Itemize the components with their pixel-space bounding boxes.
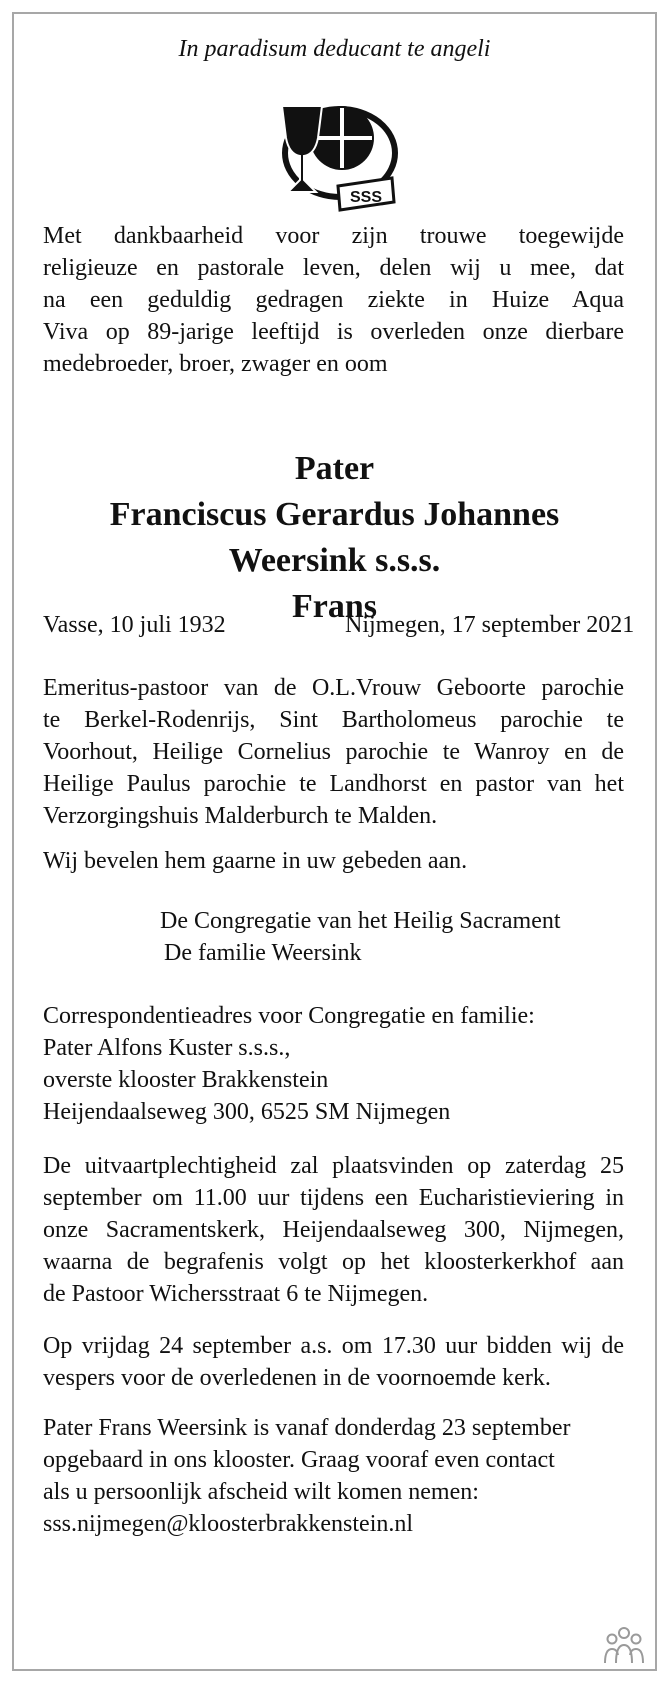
intro-line: na een geduldig gedragen ziekte in Huize Aqua: [43, 287, 624, 313]
viewing-line: opgebaard in ons klooster. Graag vooraf even contact: [43, 1447, 555, 1473]
intro-line: Met dankbaarheid voor zijn trouwe toegewijde: [43, 223, 624, 249]
viewing-line: als u persoonlijk afscheid wilt komen nemen:: [43, 1479, 479, 1505]
address-line: overste klooster Brakkenstein: [43, 1067, 329, 1093]
name-family: Weersink s.s.s.: [228, 542, 441, 579]
vespers-line: vespers voor de overledenen in de voornoemde kerk.: [43, 1365, 551, 1391]
career-line: Voorhout, Heilige Cornelius parochie te Wanroy en de: [43, 739, 624, 765]
intro-line: medebroeder, broer, zwager en oom: [43, 351, 388, 377]
name-title: Pater: [294, 450, 375, 487]
people-group-icon: [602, 1625, 646, 1665]
name-given: Franciscus Gerardus Johannes: [109, 496, 560, 533]
funeral-line: waarna de begrafenis volgt op het kloosterkerkhof aan: [43, 1249, 624, 1275]
intro-paragraph: [43, 220, 624, 380]
vespers-line: Op vrijdag 24 september a.s. om 17.30 uur bidden wij de: [43, 1333, 624, 1359]
funeral-line: de Pastoor Wichersstraat 6 te Nijmegen.: [43, 1281, 429, 1307]
signature-family: De familie Weersink: [164, 940, 362, 966]
viewing-paragraph: [43, 1412, 624, 1540]
career-line: te Berkel-Rodenrijs, Sint Bartholomeus parochie te: [43, 707, 624, 733]
funeral-line: De uitvaartplechtigheid zal plaatsvinden op zaterdag 25: [43, 1153, 624, 1179]
intro-line: religieuze en pastorale leven, delen wij u mee, dat: [43, 255, 624, 281]
funeral-line: onze Sacramentskerk, Heijendaalseweg 300, Nijmegen,: [43, 1217, 624, 1243]
career-line: Verzorgingshuis Malderburch te Malden.: [43, 803, 438, 829]
funeral-line: september om 11.00 uur tijdens een Eucharistieviering in: [43, 1185, 624, 1211]
birth-date: Vasse, 10 juli 1932: [43, 612, 226, 638]
funeral-paragraph: [43, 1150, 624, 1310]
emblem-letters: SSS: [349, 189, 383, 206]
address-line: Pater Alfons Kuster s.s.s.,: [43, 1035, 291, 1061]
signature-congregation: De Congregatie van het Heilig Sacrament: [160, 908, 561, 934]
contact-email-link[interactable]: sss.nijmegen@kloosterbrakkenstein.nl: [43, 1511, 414, 1537]
career-line: Heilige Paulus parochie te Landhorst en pastor van het: [43, 771, 624, 797]
career-paragraph: [43, 672, 624, 832]
vespers-paragraph: [43, 1330, 624, 1394]
address-line: Correspondentieadres voor Congregatie en familie:: [43, 1003, 535, 1029]
viewing-line: Pater Frans Weersink is vanaf donderdag 23 september: [43, 1415, 571, 1441]
prayer-line: Wij bevelen hem gaarne in uw gebeden aan.: [43, 848, 468, 874]
deceased-name: [0, 446, 669, 630]
motto: In paradisum deducant te angeli: [178, 36, 491, 62]
address-block: [43, 1000, 624, 1128]
name-called: Frans: [292, 588, 377, 625]
intro-line: Viva op 89-jarige leeftijd is overleden onze dierbare: [43, 319, 624, 345]
career-line: Emeritus-pastoor van de O.L.Vrouw Geboorte parochie: [43, 675, 624, 701]
address-line: Heijendaalseweg 300, 6525 SM Nijmegen: [43, 1099, 451, 1125]
death-date: Nijmegen, 17 september 2021: [345, 612, 635, 638]
chalice-host-sss-emblem-icon: [260, 98, 410, 216]
